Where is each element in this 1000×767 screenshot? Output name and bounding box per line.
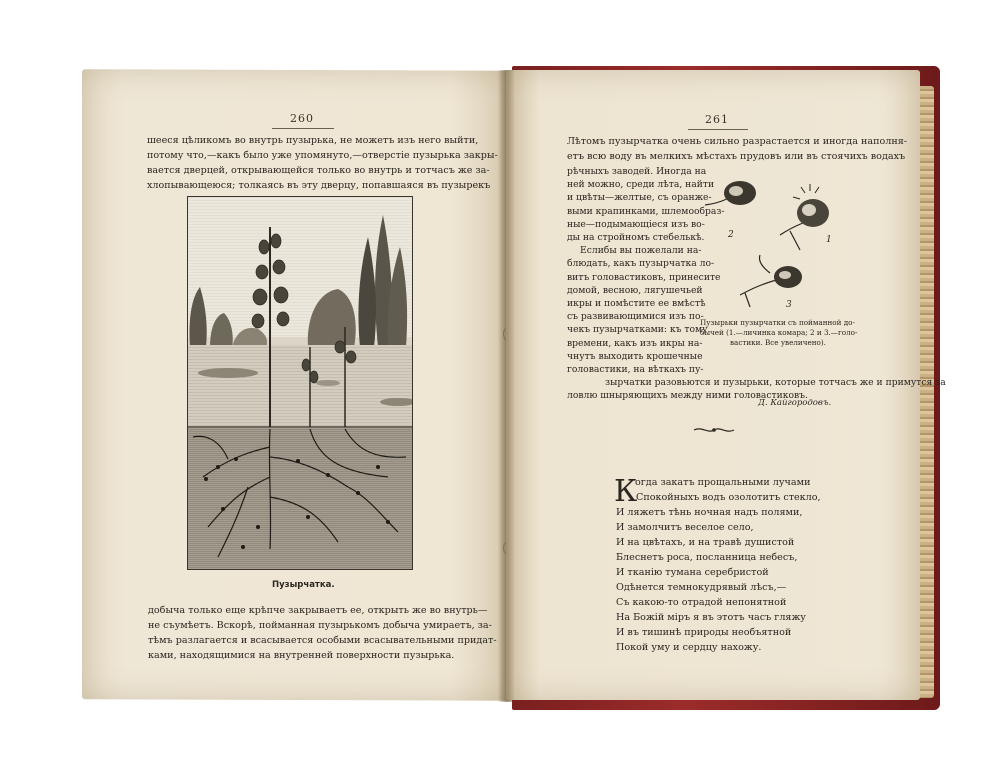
right-text-line: чнутъ выходить крошечные: [567, 350, 703, 362]
figure-number-1: 1: [826, 235, 832, 245]
right-page-number-rule: [688, 129, 748, 130]
left-text-line: вается дверцей, открывающейся только во внутрь и тотчасъ же за-: [147, 165, 490, 176]
left-page-number-rule: [272, 128, 334, 129]
poem-line: И ляжетъ тѣнь ночная надъ полями,: [616, 507, 803, 518]
poem-line: Блеснетъ роса, посланница небесъ,: [616, 552, 798, 563]
figure-number-2: 2: [728, 230, 734, 240]
left-page-number: 260: [290, 112, 314, 125]
right-text-line: ней можно, среди лѣта, найти: [567, 179, 715, 191]
poem-line: Одѣнется темнокудрявый лѣсъ,—: [616, 582, 787, 593]
right-text-line: етъ всю воду въ мелкихъ мѣстахъ прудовъ или въ стоячихъ водахъ: [567, 151, 906, 162]
right-text-line: чекъ пузырчатками: къ тому: [567, 324, 708, 336]
right-text-line: витъ головастиковъ, принесите: [567, 271, 721, 283]
left-text-line: тѣмъ разлагается и всасывается особыми всасывательными придат-: [148, 635, 497, 646]
poem-dropcap: К: [614, 474, 638, 509]
right-text-line: зырчатки разовьются и пузырьки, которые тотчасъ же и примутся за: [605, 377, 946, 389]
left-text-line: ками, находящимися на внутренней поверхности пузырька.: [148, 650, 455, 661]
figure-small-caption: бычей (1.—личинка комара; 2 и 3.—голо-: [700, 328, 858, 337]
poem-line: На Божій міръ я въ этотъ часъ гляжу: [616, 612, 806, 623]
right-text-line: икры и помѣстите ее вмѣстѣ: [567, 298, 706, 309]
right-text-line: головастики, на вѣткахъ пу-: [567, 364, 704, 375]
right-text-line: выми крапинками, шлемообраз-: [567, 205, 725, 217]
right-text-line: рѣчныхъ заводей. Иногда на: [567, 166, 707, 177]
bladderwort-engraving: [187, 196, 413, 570]
page-edges: [918, 86, 934, 698]
right-page-number: 261: [705, 113, 729, 126]
left-text-line: хлопывающеюся; толкаясь въ эту дверцу, попавшаяся въ пузырекъ: [147, 180, 491, 191]
right-text-line: блюдать, какъ пузырчатка ло-: [567, 258, 715, 270]
figure-caption: Пузырчатка.: [272, 580, 335, 590]
figure-small-caption: Пузырьки пузырчатки съ пойманной до-: [700, 318, 855, 327]
poem-line: огда закатъ прощальными лучами: [635, 477, 811, 488]
figure-number-3: 3: [786, 300, 792, 310]
author-signature: Д. Кайгородовъ.: [758, 398, 832, 408]
left-text-line: добыча только еще крѣпче закрываетъ ее, открыть же во внутрь—: [148, 605, 488, 616]
right-text-line: Еслибы вы пожелали на-: [580, 245, 702, 257]
ornament-divider: [692, 420, 736, 439]
poem-line: Спокойныхъ водъ озолотитъ стекло,: [636, 492, 821, 503]
poem-line: И замолчитъ веселое село,: [616, 522, 754, 533]
left-text-line: не съумѣетъ. Вскорѣ, пойманная пузырькомъ добыча умираетъ, за-: [148, 620, 492, 631]
right-text-line: ловлю шныряющихъ между ними головастиковъ.: [567, 390, 808, 402]
book-gutter-shadow: [500, 70, 514, 702]
right-text-line: ды на стройномъ стебелькѣ.: [567, 232, 705, 243]
bladder-figure: [700, 175, 840, 319]
poem-line: И на цвѣтахъ, и на травѣ душистой: [616, 537, 795, 548]
poem-line: Покой уму и сердцу нахожу.: [616, 642, 762, 653]
poem-line: И въ тишинѣ природы необъятной: [616, 627, 792, 638]
right-text-line: ные—подымающіеся изъ во-: [567, 218, 705, 230]
poem-line: И тканію тумана серебристой: [616, 567, 769, 578]
right-text-line: времени, какъ изъ икры на-: [567, 337, 703, 349]
poem-line: Съ какою-то отрадой непонятной: [616, 597, 787, 608]
right-text-line: съ развивающимися изъ по-: [567, 311, 704, 323]
right-text-line: и цвѣты—желтые, съ оранже-: [567, 192, 712, 204]
right-text-line: Лѣтомъ пузырчатка очень сильно разрастается и иногда наполня-: [567, 136, 908, 147]
figure-small-caption: вастики. Все увеличено).: [730, 338, 826, 347]
right-text-line: домой, весною, лягушечьей: [567, 284, 703, 296]
left-text-line: потому что,—какъ было уже упомянуто,—отверстіе пузырька закры-: [147, 150, 498, 161]
left-text-line: шееся цѣликомъ во внутрь пузырька, не можетъ изъ него выйти,: [147, 135, 479, 146]
